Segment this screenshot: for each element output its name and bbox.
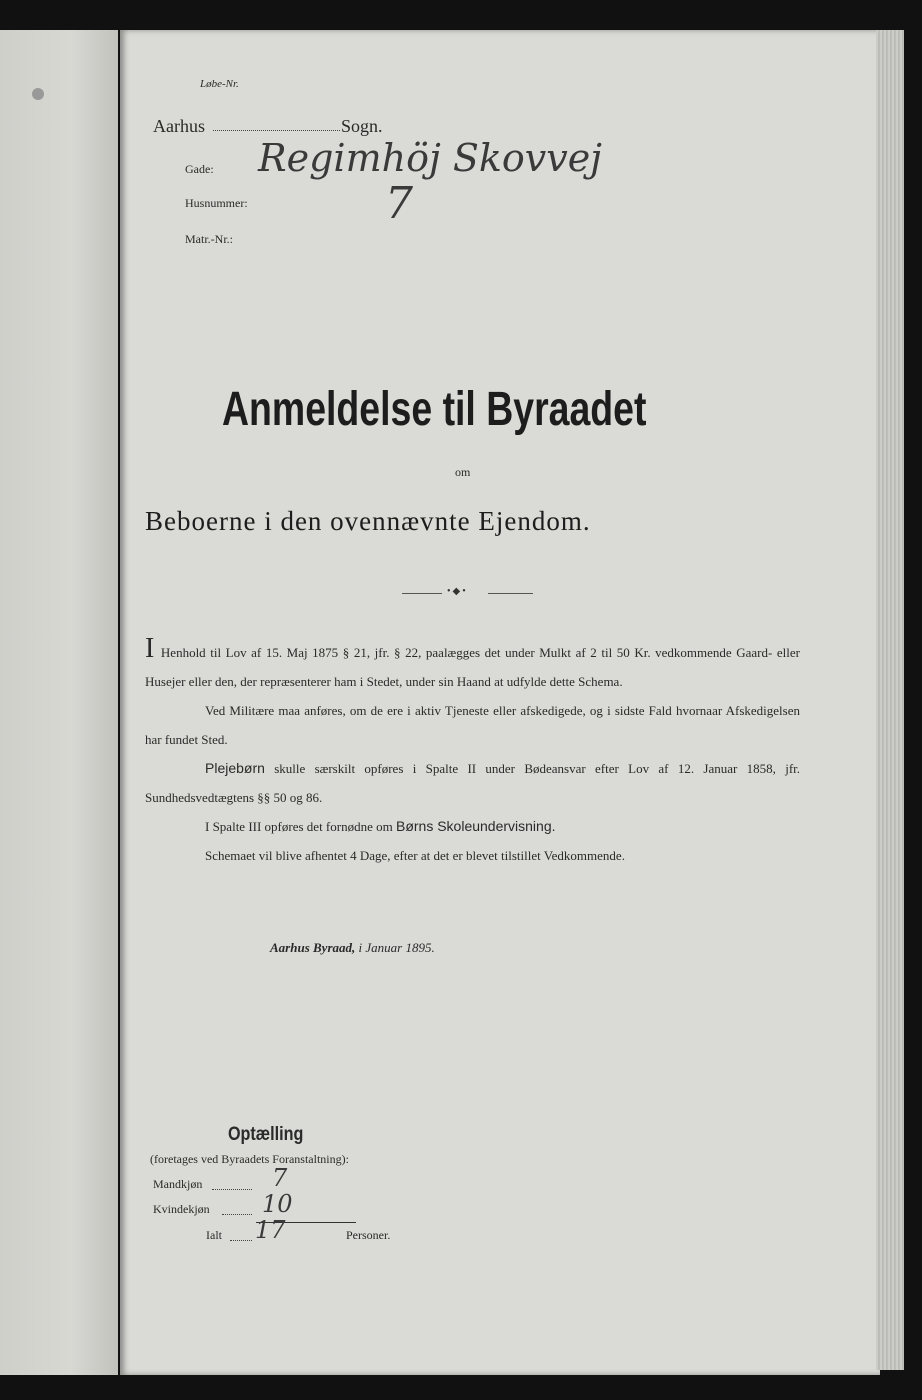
personer-label: Personer. bbox=[346, 1228, 391, 1242]
paragraph-3 bbox=[145, 754, 800, 812]
kvindekjon-value: 10 bbox=[262, 1190, 293, 1218]
count-title: Optælling bbox=[228, 1124, 304, 1145]
skoleundervisning-emphasis: Børns Skoleundervisning. bbox=[395, 818, 556, 834]
sogn-label: Sogn. bbox=[341, 116, 383, 136]
ialt-dots bbox=[230, 1240, 252, 1241]
left-facing-page bbox=[0, 30, 118, 1375]
paragraph-4-text: I Spalte III opføres det fornødne om bbox=[205, 819, 393, 834]
count-note: (foretages ved Byraadets Foranstaltning): bbox=[150, 1152, 349, 1166]
aarhus-label: Aarhus bbox=[153, 116, 205, 136]
instructions-body bbox=[145, 633, 801, 870]
gade-label: Gade: bbox=[185, 162, 214, 176]
document-subtitle: Beboerne i den ovennævnte Ejendom. bbox=[145, 506, 591, 536]
kvindekjon-label: Kvindekjøn bbox=[153, 1202, 210, 1216]
ornament-line-right bbox=[488, 593, 533, 594]
lobe-nr-label: Løbe-Nr. bbox=[200, 78, 239, 90]
document-title: Anmeldelse til Byraadet bbox=[222, 383, 647, 436]
paragraph-3-text: skulle særskilt opføres i Spalte II under Bødeansvar efter Lov af 12. Januar 1858, jfr. Sundhedsvedtægtens §§ 50 og 86. bbox=[145, 761, 801, 805]
sogn-dotted-line bbox=[213, 130, 340, 131]
mandkjon-value: 7 bbox=[272, 1164, 288, 1192]
paragraph-4 bbox=[145, 812, 800, 841]
ornament: •◆• bbox=[447, 586, 468, 597]
signature-line bbox=[270, 940, 435, 956]
gade-value: Regimhöj Skovvej bbox=[258, 136, 602, 180]
page-edges bbox=[876, 30, 904, 1370]
mandkjon-label: Mandkjøn bbox=[153, 1177, 203, 1191]
husnummer-value: 7 bbox=[385, 178, 413, 229]
mandkjon-dots bbox=[212, 1189, 252, 1190]
ornament-line-left bbox=[402, 593, 442, 594]
matr-nr-label: Matr.-Nr.: bbox=[185, 232, 233, 246]
paragraph-1 bbox=[145, 633, 801, 696]
paragraph-5: Schemaet vil blive afhentet 4 Dage, efter at det er blevet tilstillet Vedkommende. bbox=[205, 848, 625, 863]
paragraph-2: Ved Militære maa anføres, om de ere i aktiv Tjeneste eller afskedigede, og i sidste Fald hvornaar Afskedigelsen har fundet Sted. bbox=[145, 703, 800, 747]
signature-org: Aarhus Byraad, bbox=[270, 940, 356, 955]
title-om: om bbox=[455, 465, 471, 479]
kvindekjon-dots bbox=[222, 1214, 252, 1215]
plejeborn-emphasis: Plejebørn bbox=[205, 760, 265, 776]
initial-letter: I bbox=[145, 633, 155, 664]
ialt-label: Ialt bbox=[206, 1228, 222, 1242]
page-spot bbox=[32, 88, 44, 100]
signature-date: i Januar 1895. bbox=[358, 940, 435, 955]
paragraph-1-text: Henhold til Lov af 15. Maj 1875 § 21, jfr. § 22, paalægges det under Mulkt af 2 til 50 Kr. vedkommende Gaard- eller Husejer eller den, der repræsenterer ham i Stedet, under sin Haand at udfylde dette Schema. bbox=[145, 645, 801, 689]
husnummer-label: Husnummer: bbox=[185, 196, 248, 210]
ialt-value: 17 bbox=[255, 1216, 286, 1244]
